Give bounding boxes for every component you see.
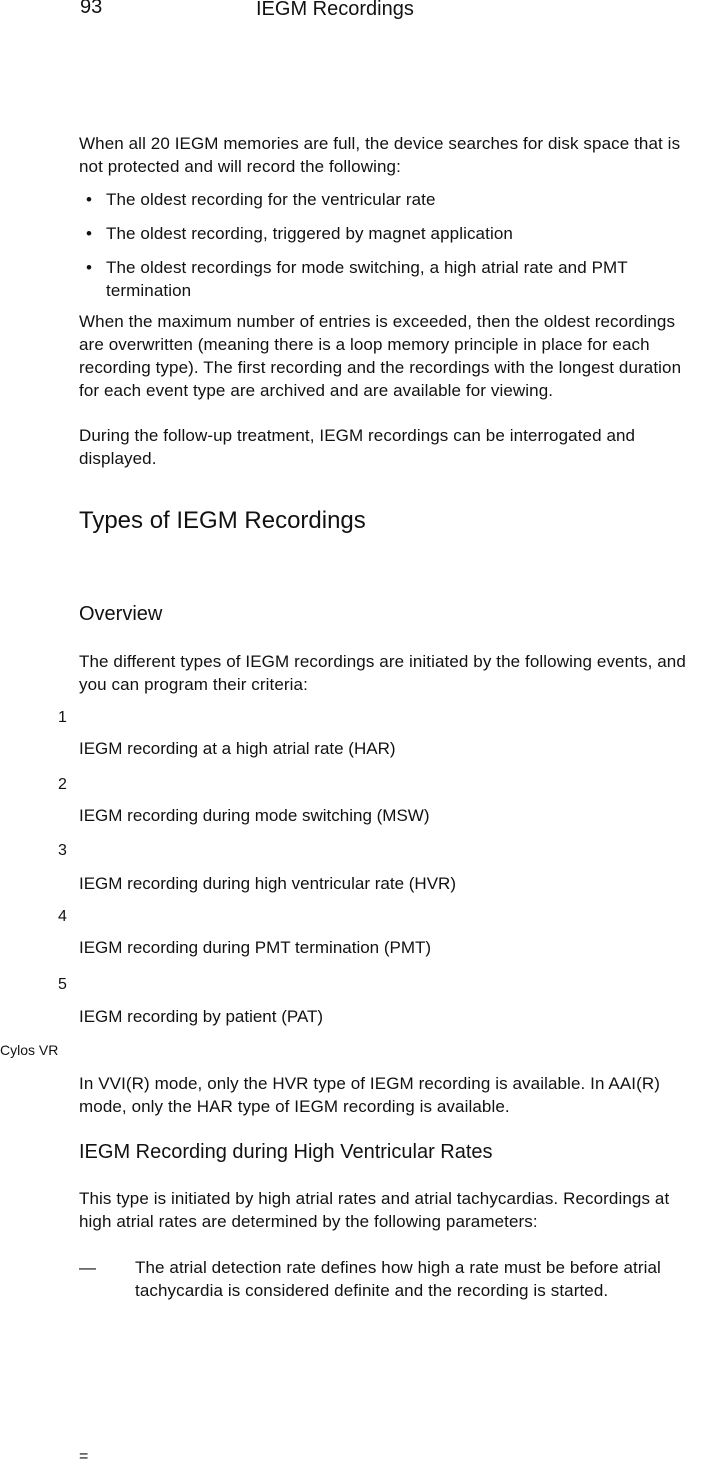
- overwrite-paragraph: When the maximum number of entries is exceeded, then the oldest recordings are overwritten (meaning there is a loop memory principle in place for each recording type). The first recording and the recordings with the longest duration for each event type are archived and are available for viewing.: [79, 312, 682, 400]
- item-text: IEGM recording at a high atrial rate (HAR): [79, 739, 396, 758]
- overview-heading: Overview: [79, 603, 163, 625]
- item-number: 4: [58, 908, 67, 925]
- mode-paragraph: In VVI(R) mode, only the HVR type of IEGM recording is available. In AAI(R) mode, only the HAR type of IEGM recording is available.: [79, 1074, 661, 1116]
- hvr-paragraph: This type is initiated by high atrial rates and atrial tachycardias. Recordings at high atrial rates are determined by the following parameters:: [79, 1189, 670, 1231]
- bullet-icon: •: [86, 190, 92, 209]
- item-number: 2: [58, 776, 67, 793]
- item-text: IEGM recording during high ventricular rate (HVR): [79, 874, 456, 893]
- overview-paragraph: The different types of IEGM recordings are initiated by the following events, and you can program their criteria:: [79, 652, 686, 694]
- item-number: 3: [58, 842, 67, 859]
- subsection-heading: IEGM Recording during High Ventricular Rates: [79, 1141, 493, 1163]
- item-text: IEGM recording during mode switching (MSW): [79, 806, 430, 825]
- item-text: IEGM recording during PMT termination (PMT): [79, 938, 432, 957]
- side-note: Cylos VR: [0, 1042, 59, 1058]
- bullet-icon: •: [86, 224, 92, 243]
- bullet-icon: •: [86, 258, 92, 277]
- bullet-text: The oldest recording for the ventricular rate: [106, 190, 436, 209]
- item-text: IEGM recording by patient (PAT): [79, 1007, 324, 1026]
- dash-icon: —: [79, 1258, 96, 1277]
- intro-paragraph: When all 20 IEGM memories are full, the device searches for disk space that is not protected and will record the following:: [79, 134, 681, 176]
- bullet-text: The oldest recordings for mode switching, a high atrial rate and PMT termination: [106, 258, 628, 300]
- followup-paragraph: During the follow-up treatment, IEGM recordings can be interrogated and displayed.: [79, 426, 636, 468]
- section-heading: Types of IEGM Recordings: [79, 507, 366, 534]
- item-number: 1: [58, 709, 67, 726]
- dash-item-text: The atrial detection rate defines how high a rate must be before atrial tachycardia is considered definite and the recording is started.: [135, 1258, 661, 1300]
- page-number: 93: [80, 0, 103, 18]
- footer-mark: =: [79, 1448, 89, 1465]
- item-number: 5: [58, 976, 67, 993]
- bullet-text: The oldest recording, triggered by magnet application: [106, 224, 513, 243]
- running-header-title: IEGM Recordings: [256, 0, 414, 20]
